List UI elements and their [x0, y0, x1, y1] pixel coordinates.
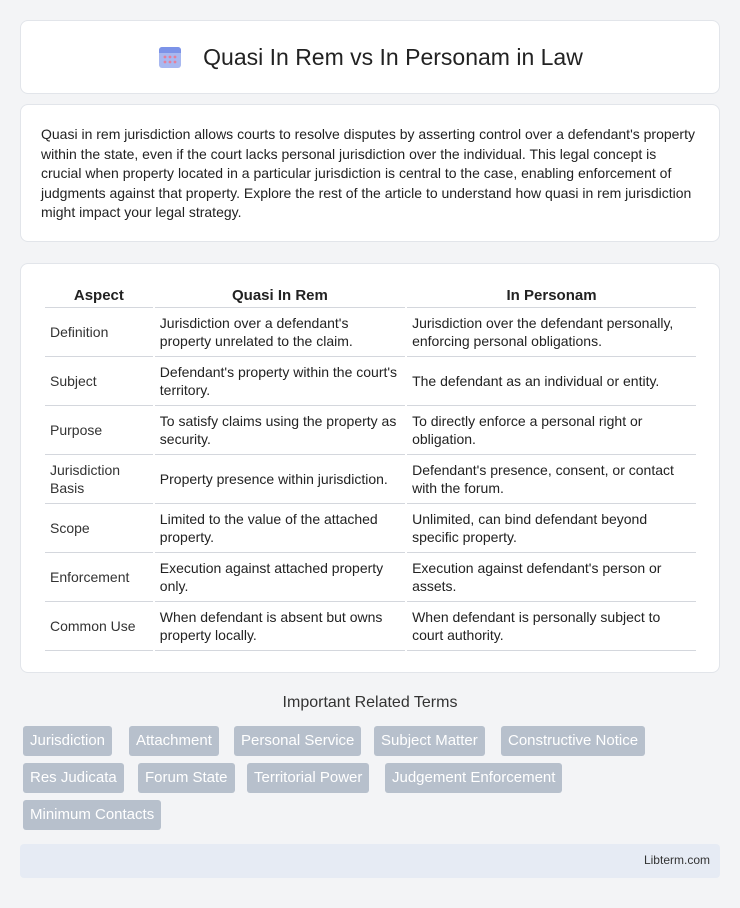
row-aspect: Definition — [45, 308, 153, 357]
header-in-personam: In Personam — [407, 284, 696, 308]
row-aspect: Purpose — [45, 406, 153, 455]
row-aspect: Enforcement — [45, 553, 153, 602]
page-title: Quasi In Rem vs In Personam in Law — [203, 43, 583, 70]
row-in-personam: To directly enforce a personal right or obligation. — [407, 406, 696, 455]
header-quasi-in-rem: Quasi In Rem — [155, 284, 405, 308]
tag-minimum-contacts[interactable]: Minimum Contacts — [23, 800, 161, 830]
table-row — [45, 504, 696, 553]
row-quasi-in-rem: Property presence within jurisdiction. — [155, 455, 405, 504]
table-row — [45, 357, 696, 406]
row-quasi-in-rem: Jurisdiction over a defendant's property unrelated to the claim. — [155, 308, 405, 357]
tag-constructive-notice[interactable]: Constructive Notice — [501, 726, 645, 756]
intro-card — [20, 104, 720, 242]
tag-personal-service[interactable]: Personal Service — [234, 726, 361, 756]
table-row — [45, 455, 696, 504]
tag-res-judicata[interactable]: Res Judicata — [23, 763, 124, 793]
table-row — [45, 553, 696, 602]
related-terms-title: Important Related Terms — [282, 694, 458, 711]
tag-attachment[interactable]: Attachment — [129, 726, 219, 756]
header-card — [20, 20, 720, 94]
tag-territorial-power[interactable]: Territorial Power — [247, 763, 369, 793]
row-aspect: Jurisdiction Basis — [45, 455, 153, 504]
table-row — [45, 308, 696, 357]
row-aspect: Subject — [45, 357, 153, 406]
tag-subject-matter[interactable]: Subject Matter — [374, 726, 485, 756]
row-quasi-in-rem: Limited to the value of the attached property. — [155, 504, 405, 553]
row-in-personam: Unlimited, can bind defendant beyond specific property. — [407, 504, 696, 553]
tag-forum-state[interactable]: Forum State — [138, 763, 235, 793]
row-in-personam: When defendant is personally subject to court authority. — [407, 602, 696, 651]
row-quasi-in-rem: Execution against attached property only. — [155, 553, 405, 602]
comparison-table — [43, 284, 698, 651]
comparison-table-card — [20, 263, 720, 673]
row-aspect: Scope — [45, 504, 153, 553]
tag-jurisdiction[interactable]: Jurisdiction — [23, 726, 112, 756]
row-quasi-in-rem: To satisfy claims using the property as security. — [155, 406, 405, 455]
header-aspect: Aspect — [45, 284, 153, 308]
footer — [20, 844, 720, 878]
intro-paragraph: Quasi in rem jurisdiction allows courts to resolve disputes by asserting control over a defendant's property within the state, even if the court lacks personal jurisdiction over the individual. This legal concept is crucial when property located in a particular jurisdiction is central to the case, enabling enforcement of judgments against that property. Explore the rest of the article to understand how quasi in rem jurisdiction might impact your legal strategy. — [41, 126, 695, 220]
table-row — [45, 602, 696, 651]
footer-site-link[interactable]: Libterm.com — [643, 853, 710, 867]
table-header-row — [45, 284, 696, 308]
row-in-personam: Defendant's presence, consent, or contact with the forum. — [407, 455, 696, 504]
row-in-personam: Jurisdiction over the defendant personally, enforcing personal obligations. — [407, 308, 696, 357]
row-aspect: Common Use — [45, 602, 153, 651]
row-quasi-in-rem: When defendant is absent but owns property locally. — [155, 602, 405, 651]
row-quasi-in-rem: Defendant's property within the court's territory. — [155, 357, 405, 406]
row-in-personam: Execution against defendant's person or assets. — [407, 553, 696, 602]
table-row — [45, 406, 696, 455]
calendar-grid-icon — [157, 44, 183, 70]
row-in-personam: The defendant as an individual or entity. — [407, 357, 696, 406]
tag-judgement-enforcement[interactable]: Judgement Enforcement — [385, 763, 562, 793]
